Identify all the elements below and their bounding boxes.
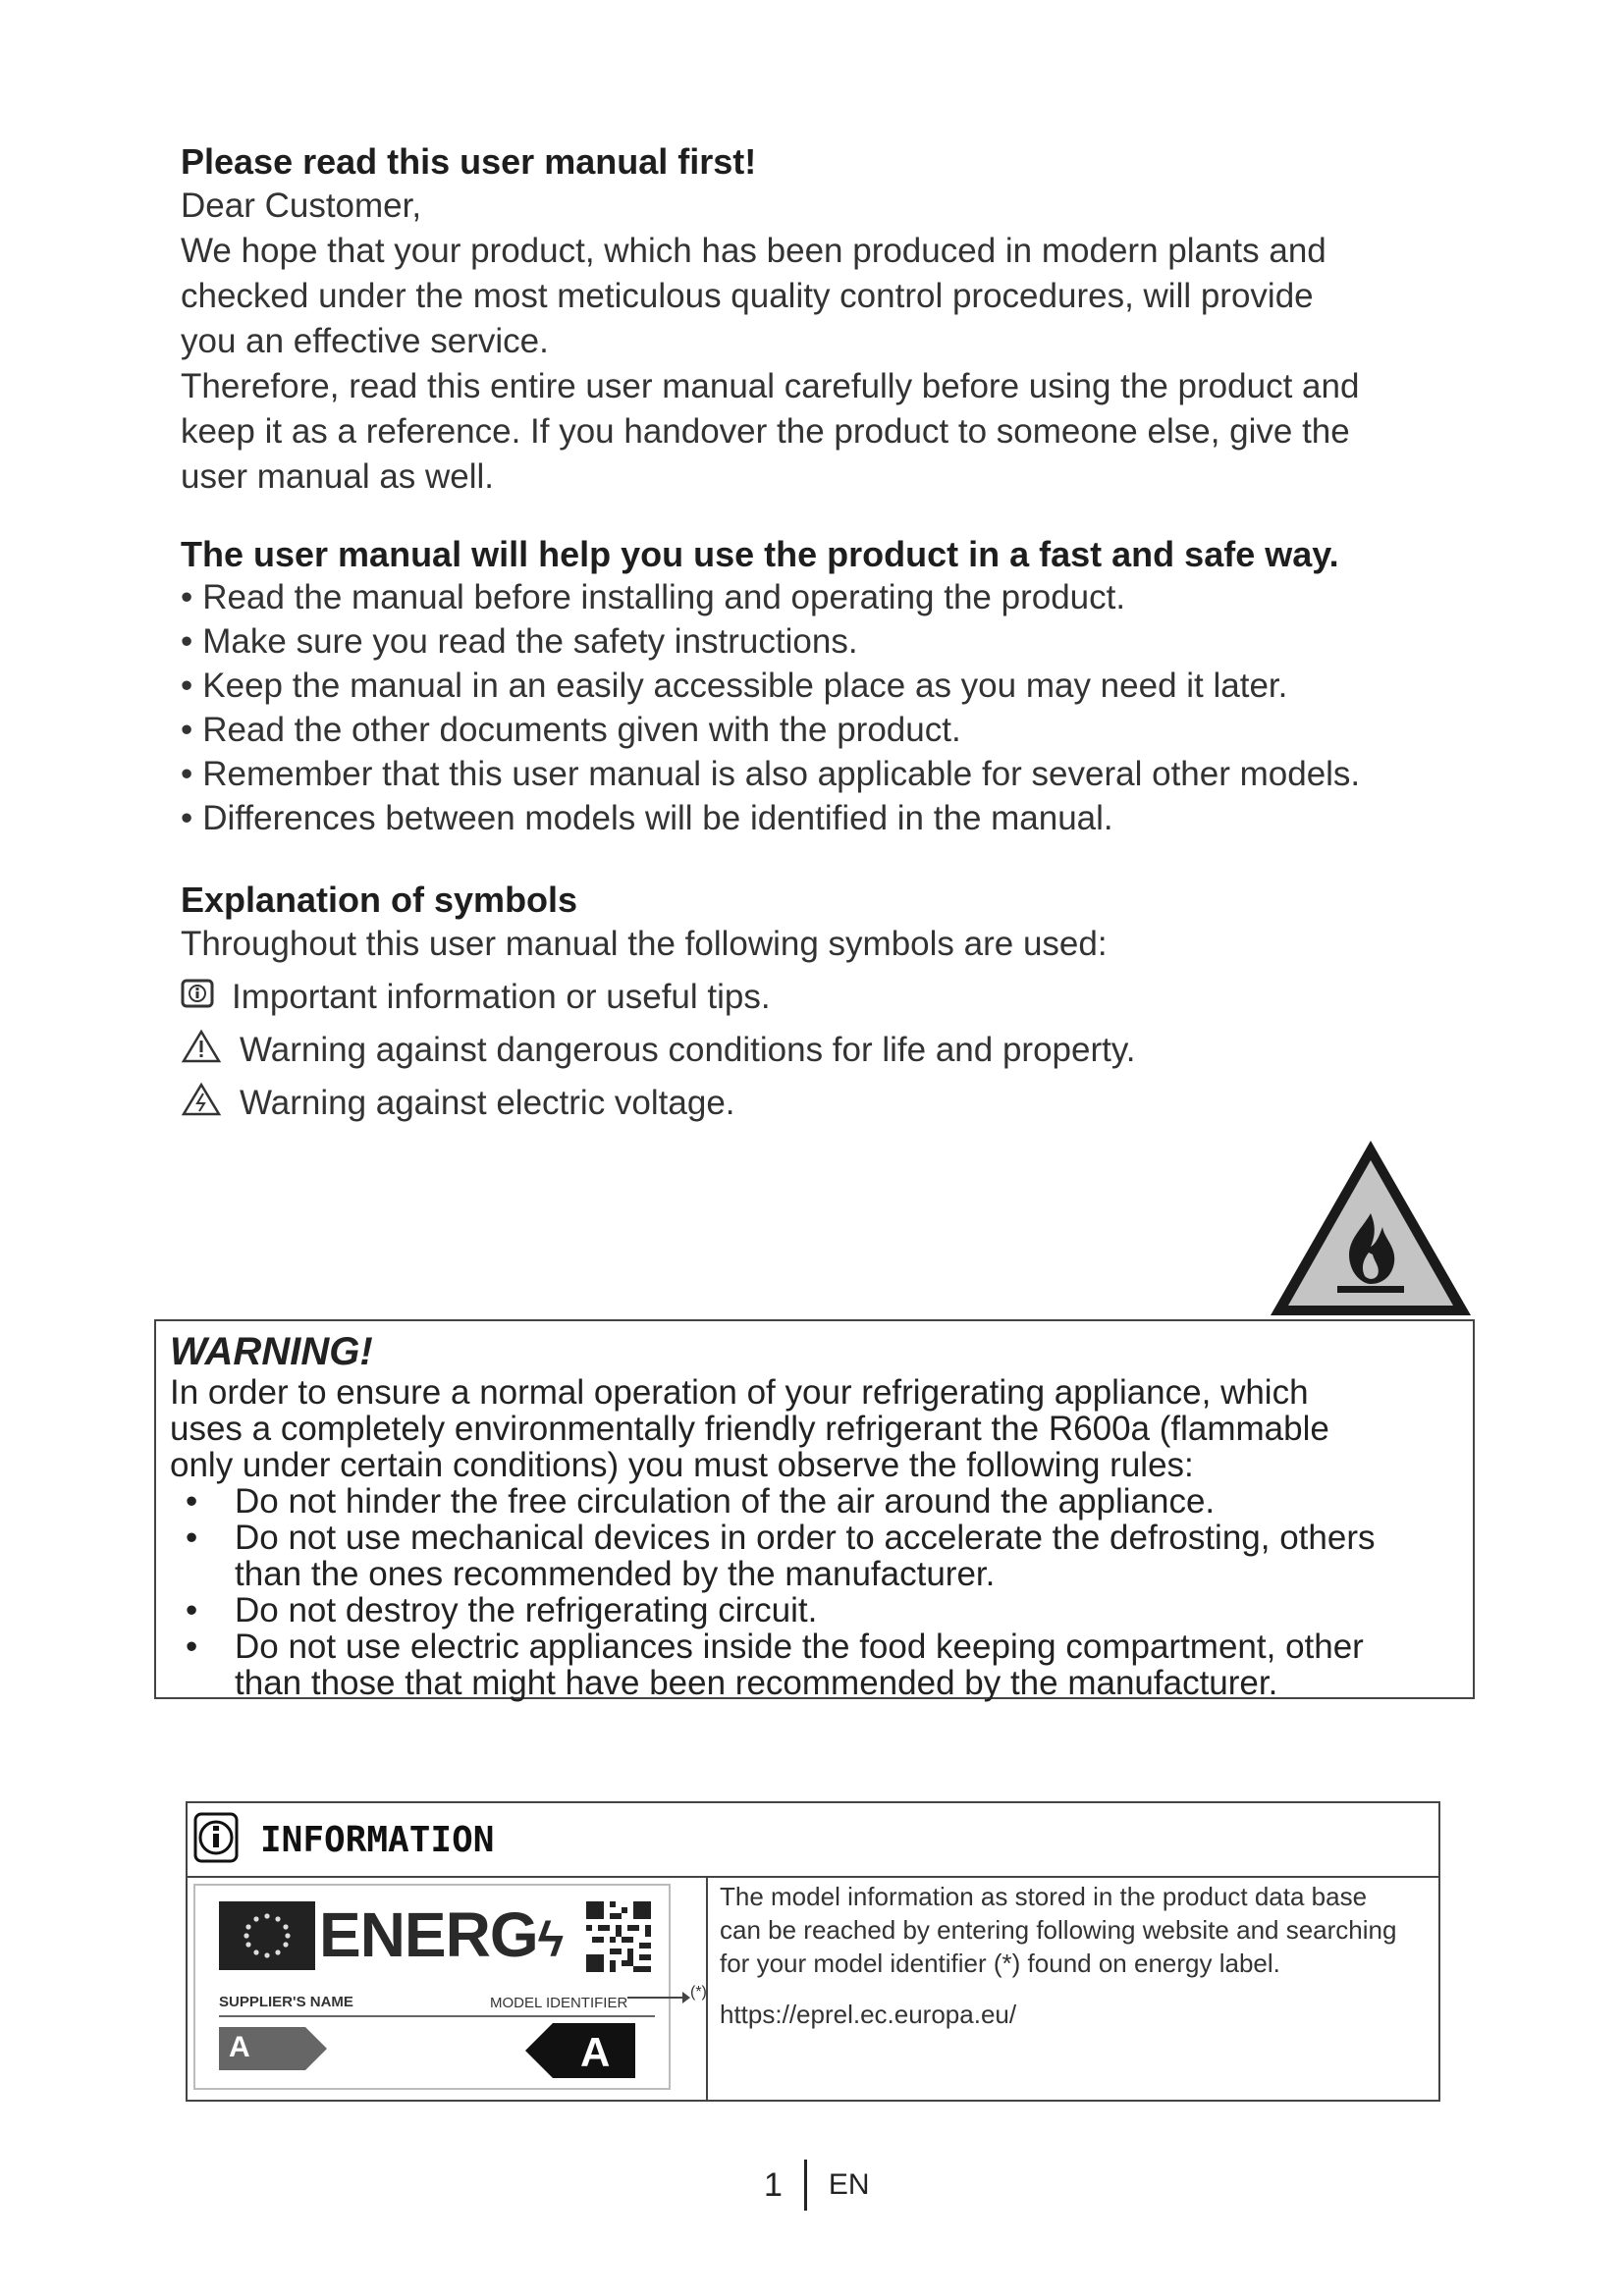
info-line: for your model identifier (*) found on energy label. bbox=[720, 1949, 1280, 1978]
symbol-text: Warning against dangerous conditions for life and property. bbox=[240, 1031, 1136, 1069]
symbols-intro: Throughout this user manual the following symbols are used: bbox=[181, 925, 1108, 963]
info-line: The model information as stored in the product data base bbox=[720, 1882, 1368, 1911]
warning-text-line: In order to ensure a normal operation of your refrigerating appliance, which bbox=[170, 1373, 1309, 1412]
help-section bbox=[181, 534, 1477, 840]
info-icon bbox=[181, 978, 214, 1017]
energy-class-indicator: A bbox=[525, 2023, 635, 2083]
warning-title: WARNING! bbox=[170, 1330, 373, 1373]
footer-divider bbox=[804, 2160, 807, 2211]
list-item: • Read the other documents given with the product. bbox=[181, 708, 1477, 752]
information-box bbox=[186, 1801, 1440, 2102]
intro-line: We hope that your product, which has been produced in modern plants and bbox=[181, 232, 1326, 270]
supplier-name: SUPPLIER'S NAME bbox=[219, 1994, 353, 2010]
pointer-line bbox=[627, 1997, 686, 1999]
list-item: • Differences between models will be identified in the manual. bbox=[181, 796, 1477, 840]
help-bullet-list bbox=[181, 575, 1477, 840]
list-item bbox=[170, 1592, 1459, 1629]
symbol-text: Important information or useful tips. bbox=[232, 978, 771, 1016]
page-number: 1 bbox=[764, 2165, 783, 2204]
symbols-heading: Explanation of symbols bbox=[181, 880, 578, 920]
intro-line: user manual as well. bbox=[181, 457, 495, 496]
warning-text-line: only under certain conditions) you must observe the following rules: bbox=[170, 1446, 1194, 1484]
symbols-section bbox=[181, 879, 1457, 1130]
intro-heading: Please read this user manual first! bbox=[181, 141, 757, 182]
list-item: • Keep the manual in an easily accessible place as you may need it later. bbox=[181, 664, 1477, 708]
electric-warning-icon bbox=[181, 1082, 222, 1126]
page-footer bbox=[764, 2158, 870, 2213]
intro-line: Dear Customer, bbox=[181, 187, 422, 225]
energy-class-scale: A bbox=[219, 2027, 329, 2075]
footnote-marker: (*) bbox=[690, 1984, 707, 2001]
language-code: EN bbox=[828, 2168, 870, 2201]
warning-triangle-icon bbox=[181, 1029, 222, 1073]
info-line: can be reached by entering following website and searching bbox=[720, 1915, 1397, 1945]
rule-line: • Do not destroy the refrigerating circuit. bbox=[235, 1591, 818, 1629]
qr-code-icon bbox=[586, 1901, 651, 1972]
information-header bbox=[188, 1803, 1438, 1878]
info-icon bbox=[193, 1812, 239, 1868]
list-item: • Read the manual before installing and operating the product. bbox=[181, 575, 1477, 619]
energy-word: ENERGϟ bbox=[319, 1899, 564, 1970]
warning-rules-list bbox=[170, 1483, 1459, 1701]
symbol-row-electric bbox=[181, 1077, 1457, 1130]
warning-box bbox=[154, 1319, 1475, 1702]
rule-line: • Do not use electric appliances inside the food keeping compartment, other bbox=[235, 1628, 1364, 1666]
intro-line: keep it as a reference. If you handover the product to someone else, give the bbox=[181, 412, 1350, 451]
flammable-warning-icon bbox=[1267, 1137, 1475, 1324]
label-divider bbox=[219, 2015, 655, 2017]
list-item bbox=[170, 1629, 1459, 1701]
intro-section bbox=[181, 140, 1457, 500]
rule-line: • Do not use mechanical devices in order to accelerate the defrosting, others bbox=[235, 1519, 1376, 1557]
symbol-row-warning bbox=[181, 1024, 1457, 1077]
list-item bbox=[170, 1483, 1459, 1520]
intro-line: Therefore, read this entire user manual carefully before using the product and bbox=[181, 367, 1360, 405]
rule-line: • Do not hinder the free circulation of the air around the appliance. bbox=[235, 1482, 1216, 1521]
symbol-text: Warning against electric voltage. bbox=[240, 1084, 735, 1122]
energy-label-panel bbox=[188, 1876, 708, 2102]
lightning-icon: ϟ bbox=[537, 1912, 564, 1967]
eu-flag-icon bbox=[219, 1901, 315, 1970]
information-text bbox=[720, 1880, 1407, 2031]
eprel-link[interactable]: https://eprel.ec.europa.eu/ bbox=[720, 2000, 1017, 2029]
rule-line: than the ones recommended by the manufacturer. bbox=[235, 1555, 996, 1593]
list-item: • Make sure you read the safety instructions. bbox=[181, 619, 1477, 664]
information-title: INFORMATION bbox=[260, 1819, 495, 1860]
warning-text-line: uses a completely environmentally friendly refrigerant the R600a (flammable bbox=[170, 1410, 1329, 1448]
intro-line: checked under the most meticulous quality control procedures, will provide bbox=[181, 277, 1314, 315]
help-heading: The user manual will help you use the product in a fast and safe way. bbox=[181, 534, 1339, 574]
list-item: • Remember that this user manual is also applicable for several other models. bbox=[181, 752, 1477, 796]
energy-label bbox=[193, 1884, 671, 2090]
model-identifier: MODEL IDENTIFIER bbox=[490, 1995, 628, 2011]
symbol-row-info bbox=[181, 971, 1457, 1024]
list-item bbox=[170, 1520, 1459, 1592]
intro-line: you an effective service. bbox=[181, 322, 549, 360]
rule-line: than those that might have been recommended by the manufacturer. bbox=[235, 1664, 1278, 1702]
pointer-arrow bbox=[682, 1992, 690, 2003]
